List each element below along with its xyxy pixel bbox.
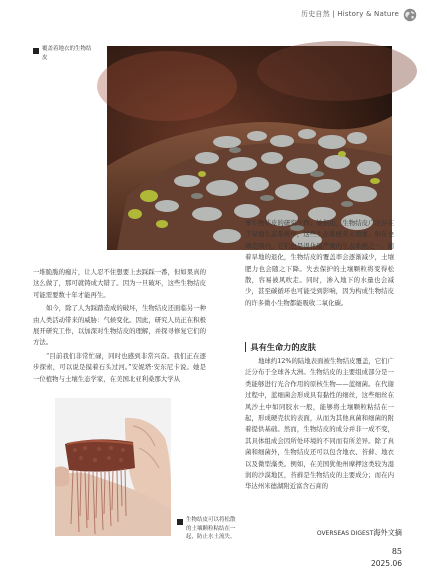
magazine-name: 海外文摘: [373, 528, 402, 537]
left-column: [33, 267, 206, 387]
right-column-upper: [245, 218, 394, 311]
page-number: 85: [391, 547, 402, 556]
paragraph: “目前我们非常忙碌，同时也感到非常兴奋。我们正在逐步探索，可以说是摸着石头过河。”安妮塔·安东尼卡说。她是一位植物与土壤生态学家，在美国北亚利桑那大学从: [33, 351, 206, 383]
paragraph: 如今，除了人为踩踏造成的破坏，生物结皮还面临另一种由人类活动带来的威胁：气候变化。因此，研究人员正在积极展开研究工作，以加深对生物结皮的理解，并探寻修复它们的方法。: [33, 304, 206, 347]
caption-marker: [177, 519, 183, 525]
globe-icon: [403, 7, 417, 21]
caption-line: 生物结皮可以将松散: [186, 517, 236, 523]
right-column-lower: [245, 356, 394, 495]
heading-text: 具有生命力的皮肤: [250, 341, 316, 352]
section-title: 历史自然 | History & Nature: [301, 10, 399, 18]
heading-bar: [245, 342, 246, 352]
paragraph: 地球约12%的陆地表面被生物结皮覆盖，它们广泛分布于全球各大洲。生物结皮的主要组成部分是一类能够进行光合作用的原核生物——蓝细菌。在代谢过程中，蓝细菌会形成具有黏性的细丝，这些细丝在风沙土中如同胶水一般，能够将土壤颗粒粘结在一起，形成硬壳状的表面，从而为其他真菌和细菌的附着提供基础。然而，生物结皮的成分并非一成不变，其具体组成会因所处环境的不同而有所差异。除了真菌和细菌外，生物结皮还可以包含地衣、苔藓、地衣以及微型藻类。例如，在美国犹他州摩押这类较为湿润的沙漠地区，苔藓是生物结皮的主要成分；而在内华达州米德湖附近富含石膏的: [245, 357, 394, 491]
paragraph: 事生物结皮的研究工作。她指出，生物结皮广泛存在于旱地生态系统中，这些生态系统至关重要，但在全球范围内，它们也是退化最严重的生态系统之一。随着旱地的退化，生物结皮的覆盖率会逐渐减少，土壤肥力也会随之下降。失去保护的土壤颗粒将变得松散，容易被风吹走。同时，渗入地下的水量也会减少，甚至碳循环也可能受到影响，因为构成生物结皮的许多微小生物都能吸收二氧化碳。: [245, 219, 394, 307]
paragraph: 一堆脆脆的痂片，让人忍不住想要上去踩踩一番，但如果真的这么做了，那可就铸成大错了。因为一旦破坏，这些生物结皮可能需要数十年才能再生。: [33, 268, 206, 299]
caption-line: 的土壤颗粒粘结在一: [186, 525, 236, 532]
caption-line: 覆盖着地衣的生物结: [42, 46, 92, 52]
page-header: [301, 6, 417, 22]
issue-date: 2025.06: [370, 559, 402, 568]
caption-line: 皮: [42, 54, 48, 61]
section-heading: [245, 339, 390, 355]
photo-caption-top: [42, 45, 104, 62]
crust-in-hand-photo: [55, 398, 171, 536]
photo-caption-bottom: [186, 516, 242, 542]
page-footer: [310, 520, 402, 568]
caption-marker: [33, 48, 39, 54]
caption-line: 起，防止水土流失。: [186, 534, 236, 540]
magazine-name-en: OVERSEAS DIGEST: [316, 530, 374, 537]
